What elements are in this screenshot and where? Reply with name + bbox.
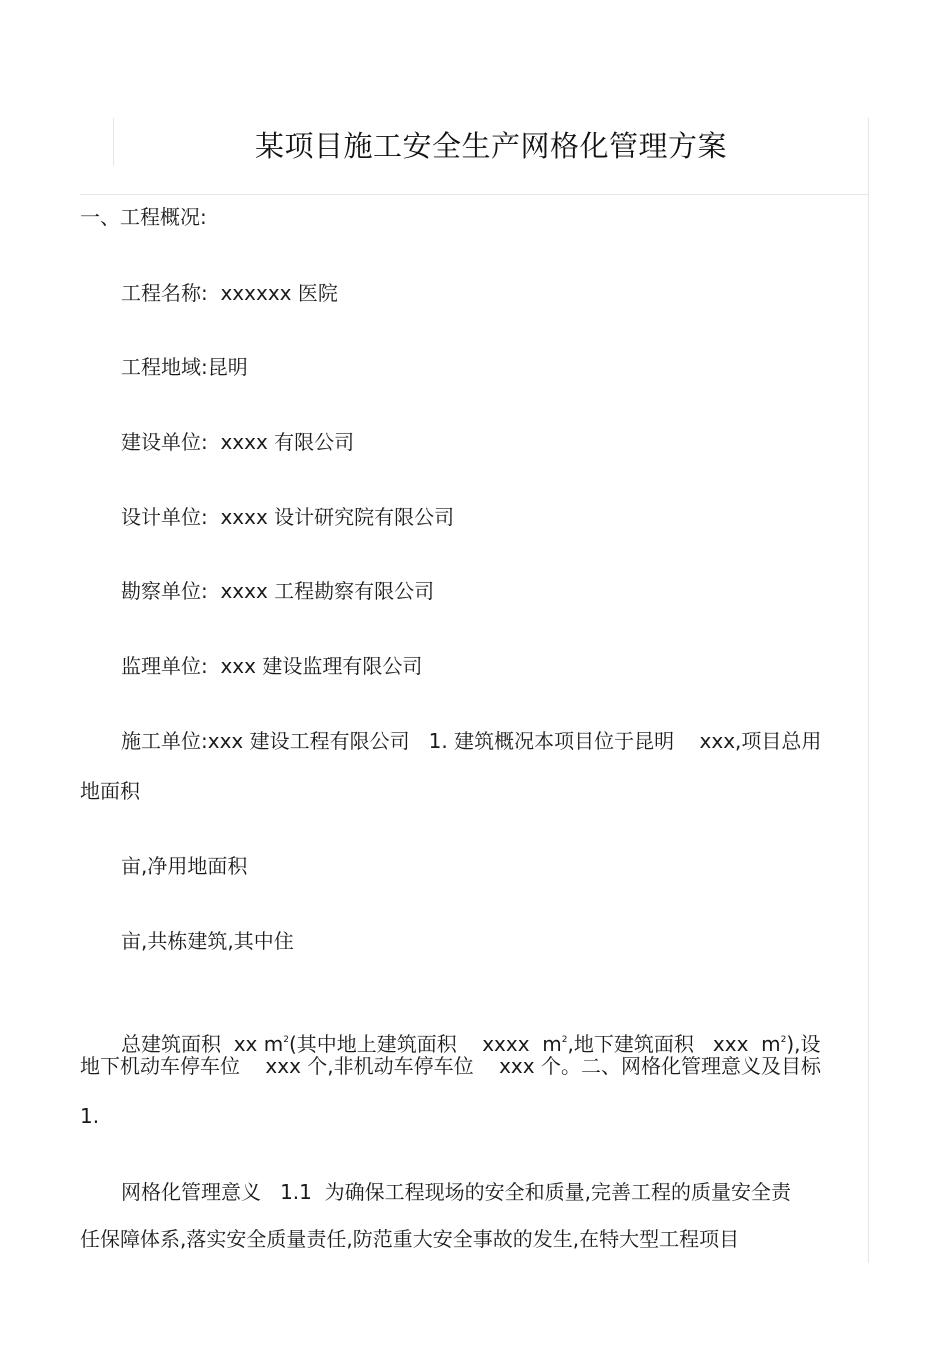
- superscript-2: 2: [561, 1035, 568, 1045]
- item-number: 1.: [80, 1104, 100, 1128]
- page-border-right: [868, 118, 869, 1263]
- contractor-line-1: 施工单位:xxx 建设工程有限公司 1. 建筑概况本项目位于昆明 xxx,项目总用: [121, 729, 822, 753]
- owner-line: [121, 430, 354, 454]
- supervisor-line: [121, 654, 422, 678]
- total-area-part-2: (其中地上建筑面积 xxxx m: [288, 1032, 562, 1056]
- project-region-value: 昆明: [207, 355, 248, 379]
- meaning-line-2: 任保障体系,落实安全质量责任,防范重大安全事故的发生,在特大型工程项目: [80, 1227, 740, 1251]
- project-name-value: xxxxxx 医院: [220, 281, 338, 305]
- designer-value: xxxx 设计研究院有限公司: [220, 505, 455, 529]
- contractor-line-2: 地面积: [80, 779, 140, 803]
- total-area-line: [121, 1004, 821, 1056]
- supervisor-label: 监理单位:: [121, 654, 208, 678]
- designer-label: 设计单位:: [121, 505, 208, 529]
- designer-line: [121, 505, 454, 529]
- project-region-label: 工程地域:: [121, 355, 208, 379]
- surveyor-label: 勘察单位:: [121, 579, 208, 603]
- title-divider: [80, 194, 869, 195]
- project-name-line: [121, 281, 338, 305]
- total-area-part-4: ),设: [786, 1032, 821, 1056]
- area-line-2: 亩,共栋建筑,其中住: [121, 929, 294, 953]
- surveyor-value: xxxx 工程勘察有限公司: [220, 579, 435, 603]
- superscript-2: 2: [780, 1035, 787, 1045]
- supervisor-value: xxx 建设监理有限公司: [220, 654, 423, 678]
- owner-label: 建设单位:: [121, 430, 208, 454]
- owner-value: xxxx 有限公司: [220, 430, 355, 454]
- surveyor-line: [121, 579, 434, 603]
- project-region-line: [121, 355, 248, 379]
- section-heading: 一、工程概况:: [80, 205, 207, 229]
- project-name-label: 工程名称:: [121, 281, 208, 305]
- superscript-2: 2: [283, 1035, 289, 1045]
- document-title: 某项目施工安全生产网格化管理方案: [254, 129, 727, 163]
- parking-line: 地下机动车停车位 xxx 个,非机动车停车位 xxx 个。二、网格化管理意义及目标: [80, 1054, 821, 1078]
- meaning-line-1: 网格化管理意义 1.1 为确保工程现场的安全和质量,完善工程的质量安全责: [121, 1180, 791, 1204]
- total-area-part-3: ,地下建筑面积 xxx m: [567, 1032, 781, 1056]
- area-line-1: 亩,净用地面积: [121, 854, 248, 878]
- total-area-part-1: 总建筑面积 xx m: [121, 1032, 284, 1056]
